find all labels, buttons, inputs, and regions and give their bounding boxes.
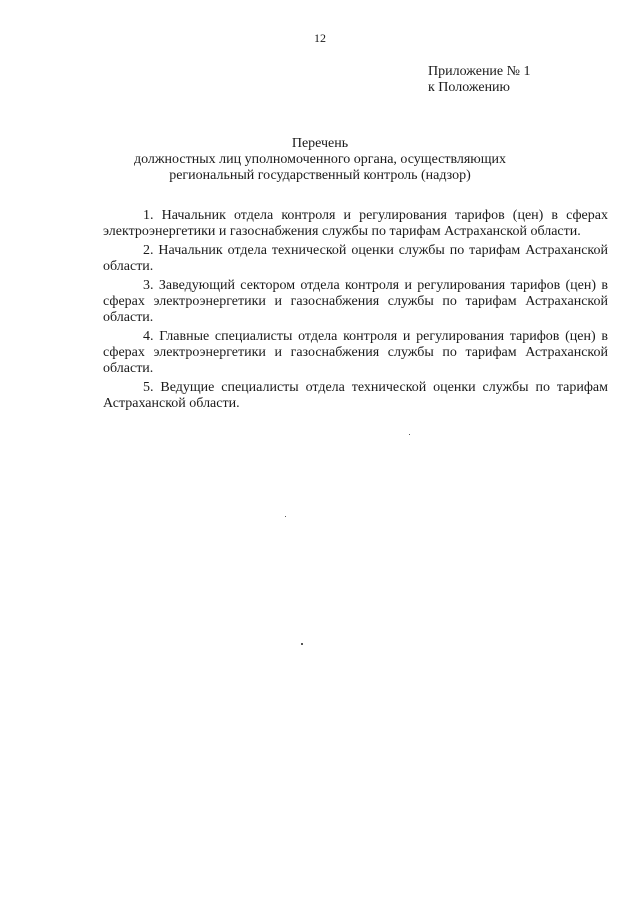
page-number: 12 bbox=[314, 31, 326, 45]
officials-list bbox=[103, 208, 608, 415]
document-title bbox=[0, 136, 640, 184]
title-line-1: Перечень bbox=[291, 136, 349, 151]
appendix-line-1: Приложение № 1 bbox=[428, 64, 531, 79]
list-item: 4. Главные специалисты отдела контроля и регулирования тарифов (цен) в сферах электроэнергетики и газоснабжения службы по тарифам Астраханской области. bbox=[103, 329, 608, 376]
scan-speck bbox=[301, 643, 303, 645]
list-item: 5. Ведущие специалисты отдела технической оценки службы по тарифам Астраханской области. bbox=[103, 380, 608, 411]
title-line-2: должностных лиц уполномоченного органа, осуществляющих bbox=[133, 152, 507, 167]
appendix-reference bbox=[428, 64, 531, 96]
scan-speck bbox=[409, 434, 410, 435]
title-line-3: региональный государственный контроль (надзор) bbox=[169, 168, 471, 183]
list-item: 1. Начальник отдела контроля и регулирования тарифов (цен) в сферах электроэнергетики и газоснабжения службы по тарифам Астраханской области. bbox=[103, 208, 608, 239]
scan-speck bbox=[285, 516, 286, 517]
list-item: 3. Заведующий сектором отдела контроля и регулирования тарифов (цен) в сферах электроэнергетики и газоснабжения службы по тарифам Астраханской области. bbox=[103, 278, 608, 325]
list-item: 2. Начальник отдела технической оценки службы по тарифам Астраханской области. bbox=[103, 243, 608, 274]
appendix-line-2: к Положению bbox=[428, 80, 511, 95]
